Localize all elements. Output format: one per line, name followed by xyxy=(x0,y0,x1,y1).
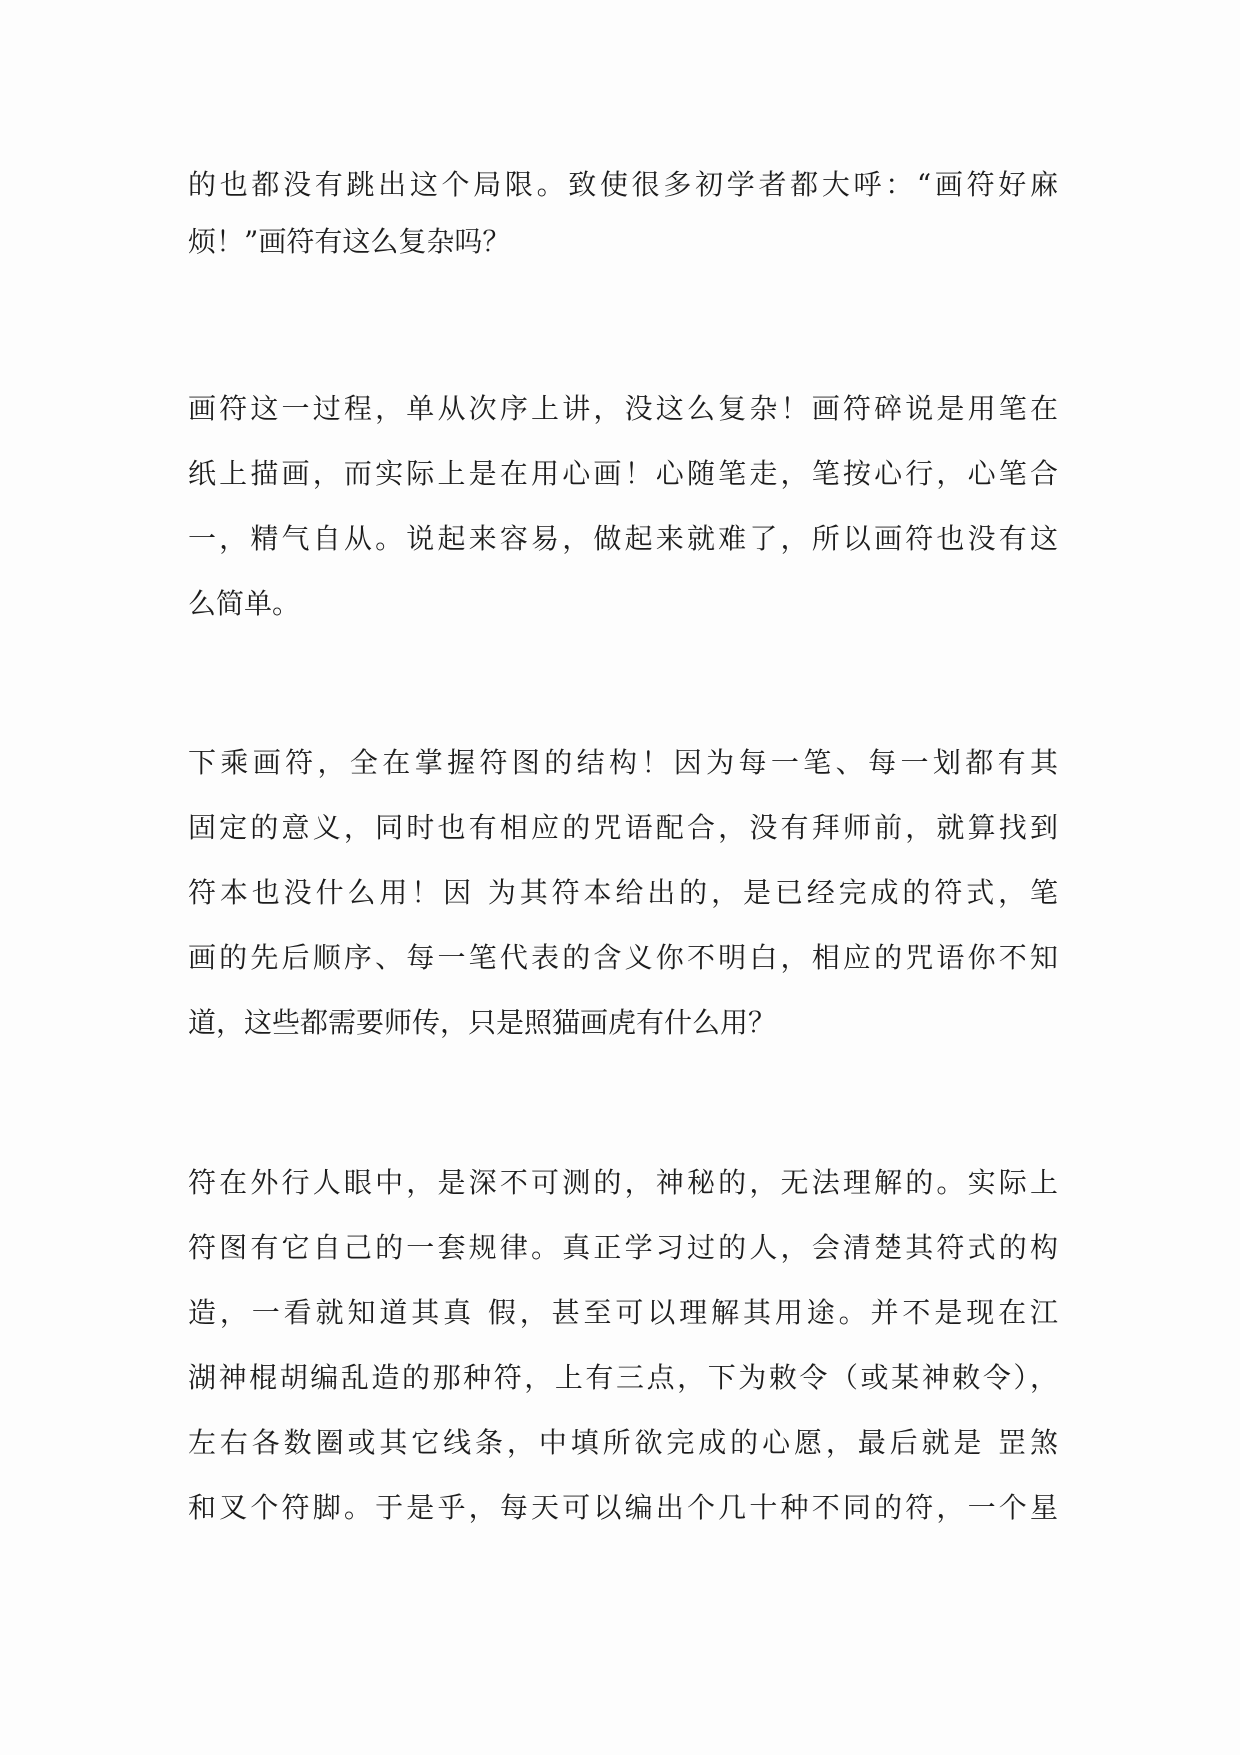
paragraph-4-line-6: 和叉个符脚。于是乎，每天可以编出个几十种不同的符，一个星 xyxy=(188,1491,1058,1524)
paragraph-2-line-2: 纸上描画，而实际上是在用心画！心随笔走，笔按心行，心笔合 xyxy=(188,457,1058,490)
paragraph-3-line-3: 符本也没什么用！因 为其符本给出的，是已经完成的符式，笔 xyxy=(188,876,1058,909)
paragraph-2-line-3: 一，精气自从。说起来容易，做起来就难了，所以画符也没有这 xyxy=(188,522,1058,555)
paragraph-4-line-3: 造，一看就知道其真 假，甚至可以理解其用途。并不是现在江 xyxy=(188,1296,1058,1329)
paragraph-4-line-1: 符在外行人眼中，是深不可测的，神秘的，无法理解的。实际上 xyxy=(188,1166,1058,1199)
paragraph-3-line-4: 画的先后顺序、每一笔代表的含义你不明白，相应的咒语你不知 xyxy=(188,941,1058,974)
paragraph-3-line-5: 道，这些都需要师传，只是照猫画虎有什么用？ xyxy=(188,1006,777,1039)
paragraph-4-line-4: 湖神棍胡编乱造的那种符，上有三点，下为敕令（或某神敕令）， xyxy=(188,1361,1058,1394)
paragraph-2-line-4: 么简单。 xyxy=(188,587,301,620)
paragraph-1-line-1: 的也都没有跳出这个局限。致使很多初学者都大呼：“画符好麻 xyxy=(188,168,1058,201)
paragraph-3-line-1: 下乘画符，全在掌握符图的结构！因为每一笔、每一划都有其 xyxy=(188,746,1058,779)
paragraph-1-line-2: 烦！”画符有这么复杂吗？ xyxy=(188,225,511,258)
paragraph-4-line-5: 左右各数圈或其它线条，中填所欲完成的心愿，最后就是 罡煞 xyxy=(188,1426,1058,1459)
paragraph-3-line-2: 固定的意义，同时也有相应的咒语配合，没有拜师前，就算找到 xyxy=(188,811,1058,844)
paragraph-4-line-2: 符图有它自己的一套规律。真正学习过的人，会清楚其符式的构 xyxy=(188,1231,1058,1264)
paragraph-2-line-1: 画符这一过程，单从次序上讲，没这么复杂！画符碎说是用笔在 xyxy=(188,392,1058,425)
